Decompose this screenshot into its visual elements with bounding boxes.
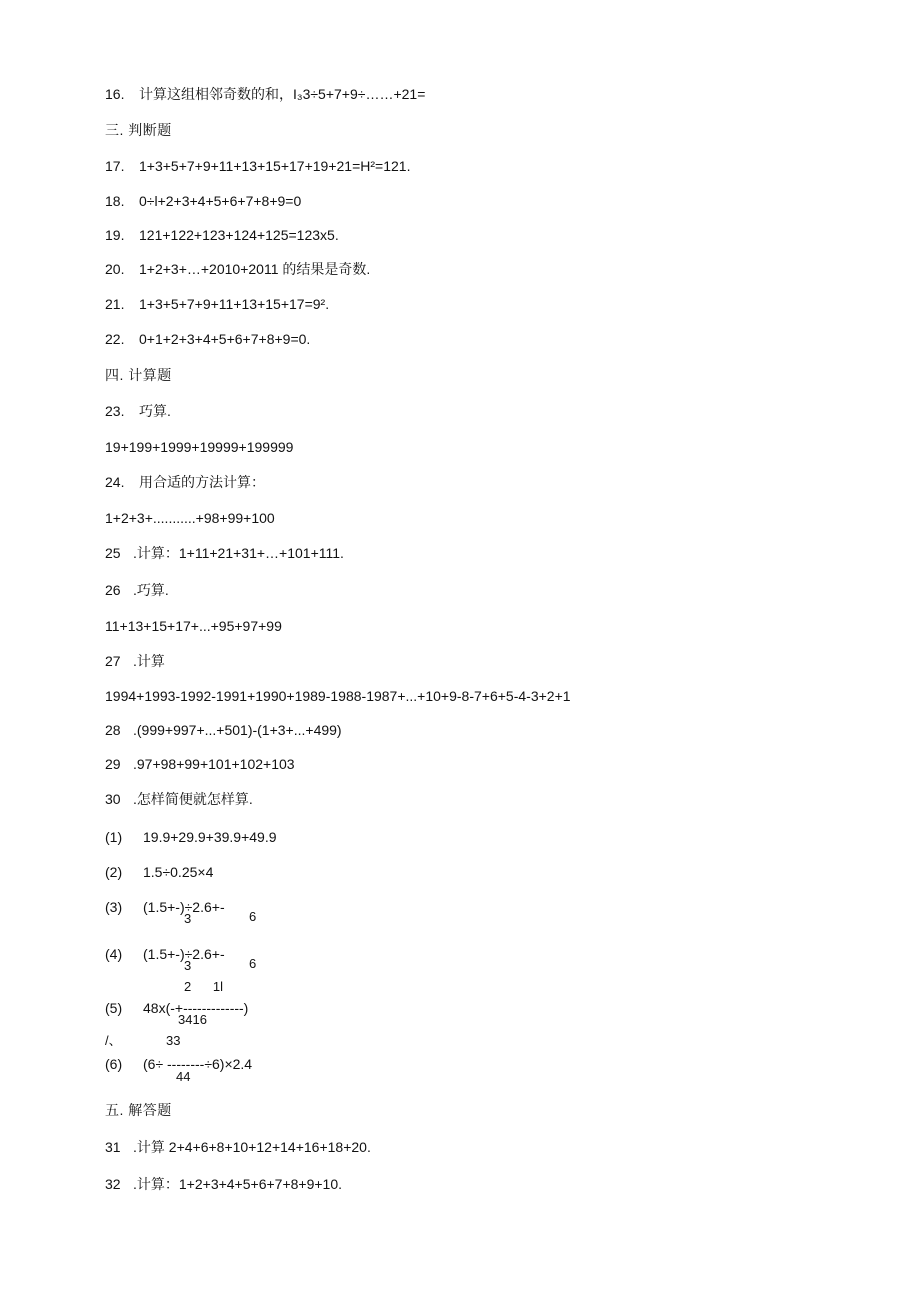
question-29 [105,755,295,773]
question-number: 24. [105,474,125,490]
question-text: .计算 [133,653,165,669]
question-text: .巧算. [133,582,169,598]
question-27 [105,652,165,670]
fraction-denominator: 3 [184,911,192,926]
question-text: 0+1+2+3+4+5+6+7+8+9=0. [139,331,311,347]
sub-question-expression: 1.5÷0.25×4 [143,864,214,880]
question-number: 26 [105,582,121,598]
question-21 [105,295,329,313]
sub-question-expression: (1.5+-)÷2.6+- [143,899,225,915]
question-text: 1+3+5+7+9+11+13+15+17=9². [139,296,330,312]
question-number: 22. [105,331,125,347]
question-16 [105,85,425,103]
question-17 [105,157,410,175]
sub-question-expression: 19.9+29.9+39.9+49.9 [143,829,277,845]
fraction-denominators: 44 [176,1069,191,1084]
fraction-numerators: 2 1l [184,979,224,994]
sub-question-label: (3) [105,899,123,915]
sub-question-label: (2) [105,864,123,880]
question-18 [105,192,301,210]
question-text: .97+98+99+101+102+103 [133,756,295,772]
fraction-denominator: 6 [249,956,257,971]
question-number: 30 [105,791,121,807]
question-23 [105,402,171,420]
question-number: 18. [105,193,125,209]
fraction-numerators: 33 [166,1033,181,1048]
fraction-denominators: 3416 [178,1012,207,1027]
question-20 [105,260,370,278]
question-number: 20. [105,261,125,277]
question-19 [105,226,339,244]
question-23-expression: 19+199+1999+19999+199999 [105,439,294,455]
question-text: 巧算. [139,403,171,419]
question-26 [105,581,169,599]
question-22 [105,330,310,348]
question-text: 计算这组相邻奇数的和，I₃3÷5+7+9÷……+21= [139,86,426,102]
question-26-expression: 11+13+15+17+...+95+97+99 [105,618,282,634]
question-text: .计算：1+11+21+31+…+101+111. [133,545,344,561]
question-27-expression: 1994+1993-1992-1991+1990+1989-1988-1987+...+10+9-8-7+6+5-4-3+2+1 [105,688,571,704]
question-25 [105,544,344,562]
question-text: 0÷l+2+3+4+5+6+7+8+9=0 [139,193,302,209]
question-text: 1+2+3+…+2010+2011 的结果是奇数. [139,261,371,277]
question-number: 19. [105,227,125,243]
fraction-denominator: 6 [249,909,257,924]
section-heading-calculation: 四. 计算题 [105,367,172,383]
question-32 [105,1175,342,1193]
bracket-mark: /、 [105,1033,122,1048]
sub-question-4 [105,945,225,963]
question-text: 121+122+123+124+125=123x5. [139,227,339,243]
sub-question-3 [105,898,225,916]
question-number: 21. [105,296,125,312]
sub-question-2 [105,863,213,881]
question-30 [105,790,253,808]
question-number: 25 [105,545,121,561]
sub-question-label: (6) [105,1056,123,1072]
question-24-expression: 1+2+3+...........+98+99+100 [105,510,275,526]
question-number: 17. [105,158,125,174]
question-number: 27 [105,653,121,669]
sub-question-5 [105,999,248,1017]
question-text: .(999+997+...+501)-(1+3+...+499) [133,722,342,738]
question-24 [105,473,265,491]
sub-question-expression: (6÷ --------÷6)×2.4 [143,1056,253,1072]
question-text: 用合适的方法计算： [139,474,265,490]
question-text: .计算：1+2+3+4+5+6+7+8+9+10. [133,1176,343,1192]
question-text: .怎样简便就怎样算. [133,791,253,807]
question-number: 32 [105,1176,121,1192]
sub-question-label: (1) [105,829,123,845]
question-number: 31 [105,1139,121,1155]
section-heading-answer: 五. 解答题 [105,1102,172,1118]
question-number: 29 [105,756,121,772]
sub-question-label: (4) [105,946,123,962]
question-28 [105,721,342,739]
question-31 [105,1138,371,1156]
sub-question-expression: (1.5+-)÷2.6+- [143,946,225,962]
sub-question-expression: 48x(-+-------------) [143,1000,249,1016]
sub-question-label: (5) [105,1000,123,1016]
question-number: 16. [105,86,125,102]
fraction-denominator: 3 [184,958,192,973]
question-text: .计算 2+4+6+8+10+12+14+16+18+20. [133,1139,371,1155]
question-number: 23. [105,403,125,419]
section-heading-judgement: 三. 判断题 [105,122,172,138]
sub-question-1 [105,828,277,846]
question-number: 28 [105,722,121,738]
question-text: 1+3+5+7+9+11+13+15+17+19+21=H²=121. [139,158,411,174]
